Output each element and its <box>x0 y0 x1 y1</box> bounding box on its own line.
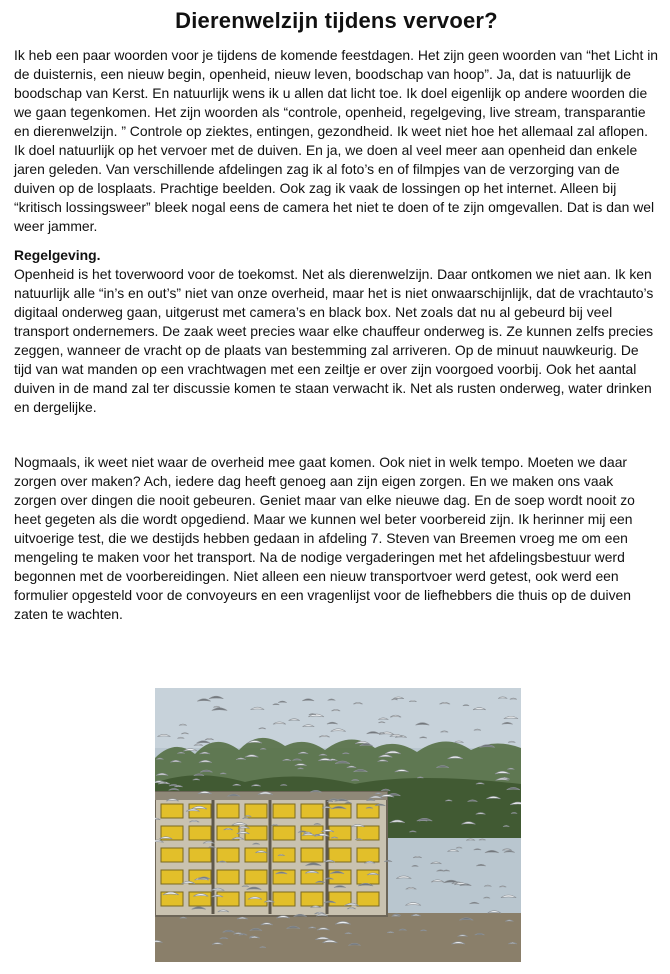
regulation-paragraph: Openheid is het toverwoord voor de toekomst. Net als dierenwelzijn. Daar ontkomen we niet aan. Ik ken natuurlijk alle “in’s en out’s” niet van onze overheid, maar het is niet onwaarschijnlijk, dat de vrachtauto’s digitaal onderweg gaan, uitgerust met camera’s en black box. Net zoals dat nu al gebeurd bij veel transport ondernemers. De zaak weet precies waar elke chauffeur onderweg is. Ze kunnen zelfs precies zeggen, wanneer de vracht op de plaats van bestemming zal arriveren. Op de minuut nauwkeurig. De tijd van wat manden op een vrachtwagen met een zeiltje er over zijn voorgoed voorbij. Ook het aantal duiven in de mand zal ter discussie komen te staan verwacht ik. Net als rusten onderweg, water drinken en dergelijke. <box>14 266 654 415</box>
article-title: Dierenwelzijn tijdens vervoer? <box>175 8 498 33</box>
section-heading: Regelgeving. <box>14 247 101 263</box>
photo-graphic <box>155 688 521 962</box>
article <box>14 8 659 638</box>
closing-paragraph: Nogmaals, ik weet niet waar de overheid mee gaat komen. Ook niet in welk tempo. Moeten we daar zorgen over maken? Ach, iedere dag heeft genoeg aan zijn eigen zorgen. En we maken ons vaak zorgen over dingen die nooit gebeuren. Geniet maar van elke nieuwe dag. En de soep wordt nooit zo heet gegeten als die wordt opgediend. Maar we kunnen wel beter voorbereid zijn. Ik herinner mij een uitvoerige test, die we destijds hebben gedaan in afdeling 7. Steven van Breemen vroeg me om een mengeling te maken voor het transport. Na de nodige vergaderingen met het afdelingsbestuur werd begonnen met de voorbereidingen. Niet alleen een nieuw transportvoer werd getest, ook werd een formulier opgesteld voor de convoyeurs en een vragenlijst voor de liefhebbers die thuis op de duiven zaten te wachten. <box>14 454 635 622</box>
intro-paragraph: Ik heb een paar woorden voor je tijdens de komende feestdagen. Het zijn geen woorden van “het Licht in de duisternis, een nieuw begin, openheid, nieuw leven, boodschap van hoop”. Ja, dat is natuurlijk de boodschap van Kerst. En natuurlijk wens ik u allen dat licht toe. Ik doel eigenlijk op andere woorden die we gaan tegenkomen. Het zijn woorden als “controle, openheid, regelgeving, live stream, transparantie en dierenwelzijn. ” Controle op ziektes, entingen, gezondheid. Ik weet niet hoe het allemaal zal aflopen. Ik doel natuurlijk op het vervoer met de duiven. En ja, we doen al veel meer aan openheid dan enkele jaren geleden. Van verschillende afdelingen zag ik al foto’s en of filmpjes van de verzorging van de duiven op de losplaats. Prachtige beelden. Ook zag ik vaak de lossingen op het internet. Alleen bij “kritisch lossingsweer” bleek nogal eens de camera het niet te doen of te zijn omgevallen. Dat is dan wel weer jammer. <box>14 47 659 234</box>
pigeon-release-photo <box>155 688 521 962</box>
